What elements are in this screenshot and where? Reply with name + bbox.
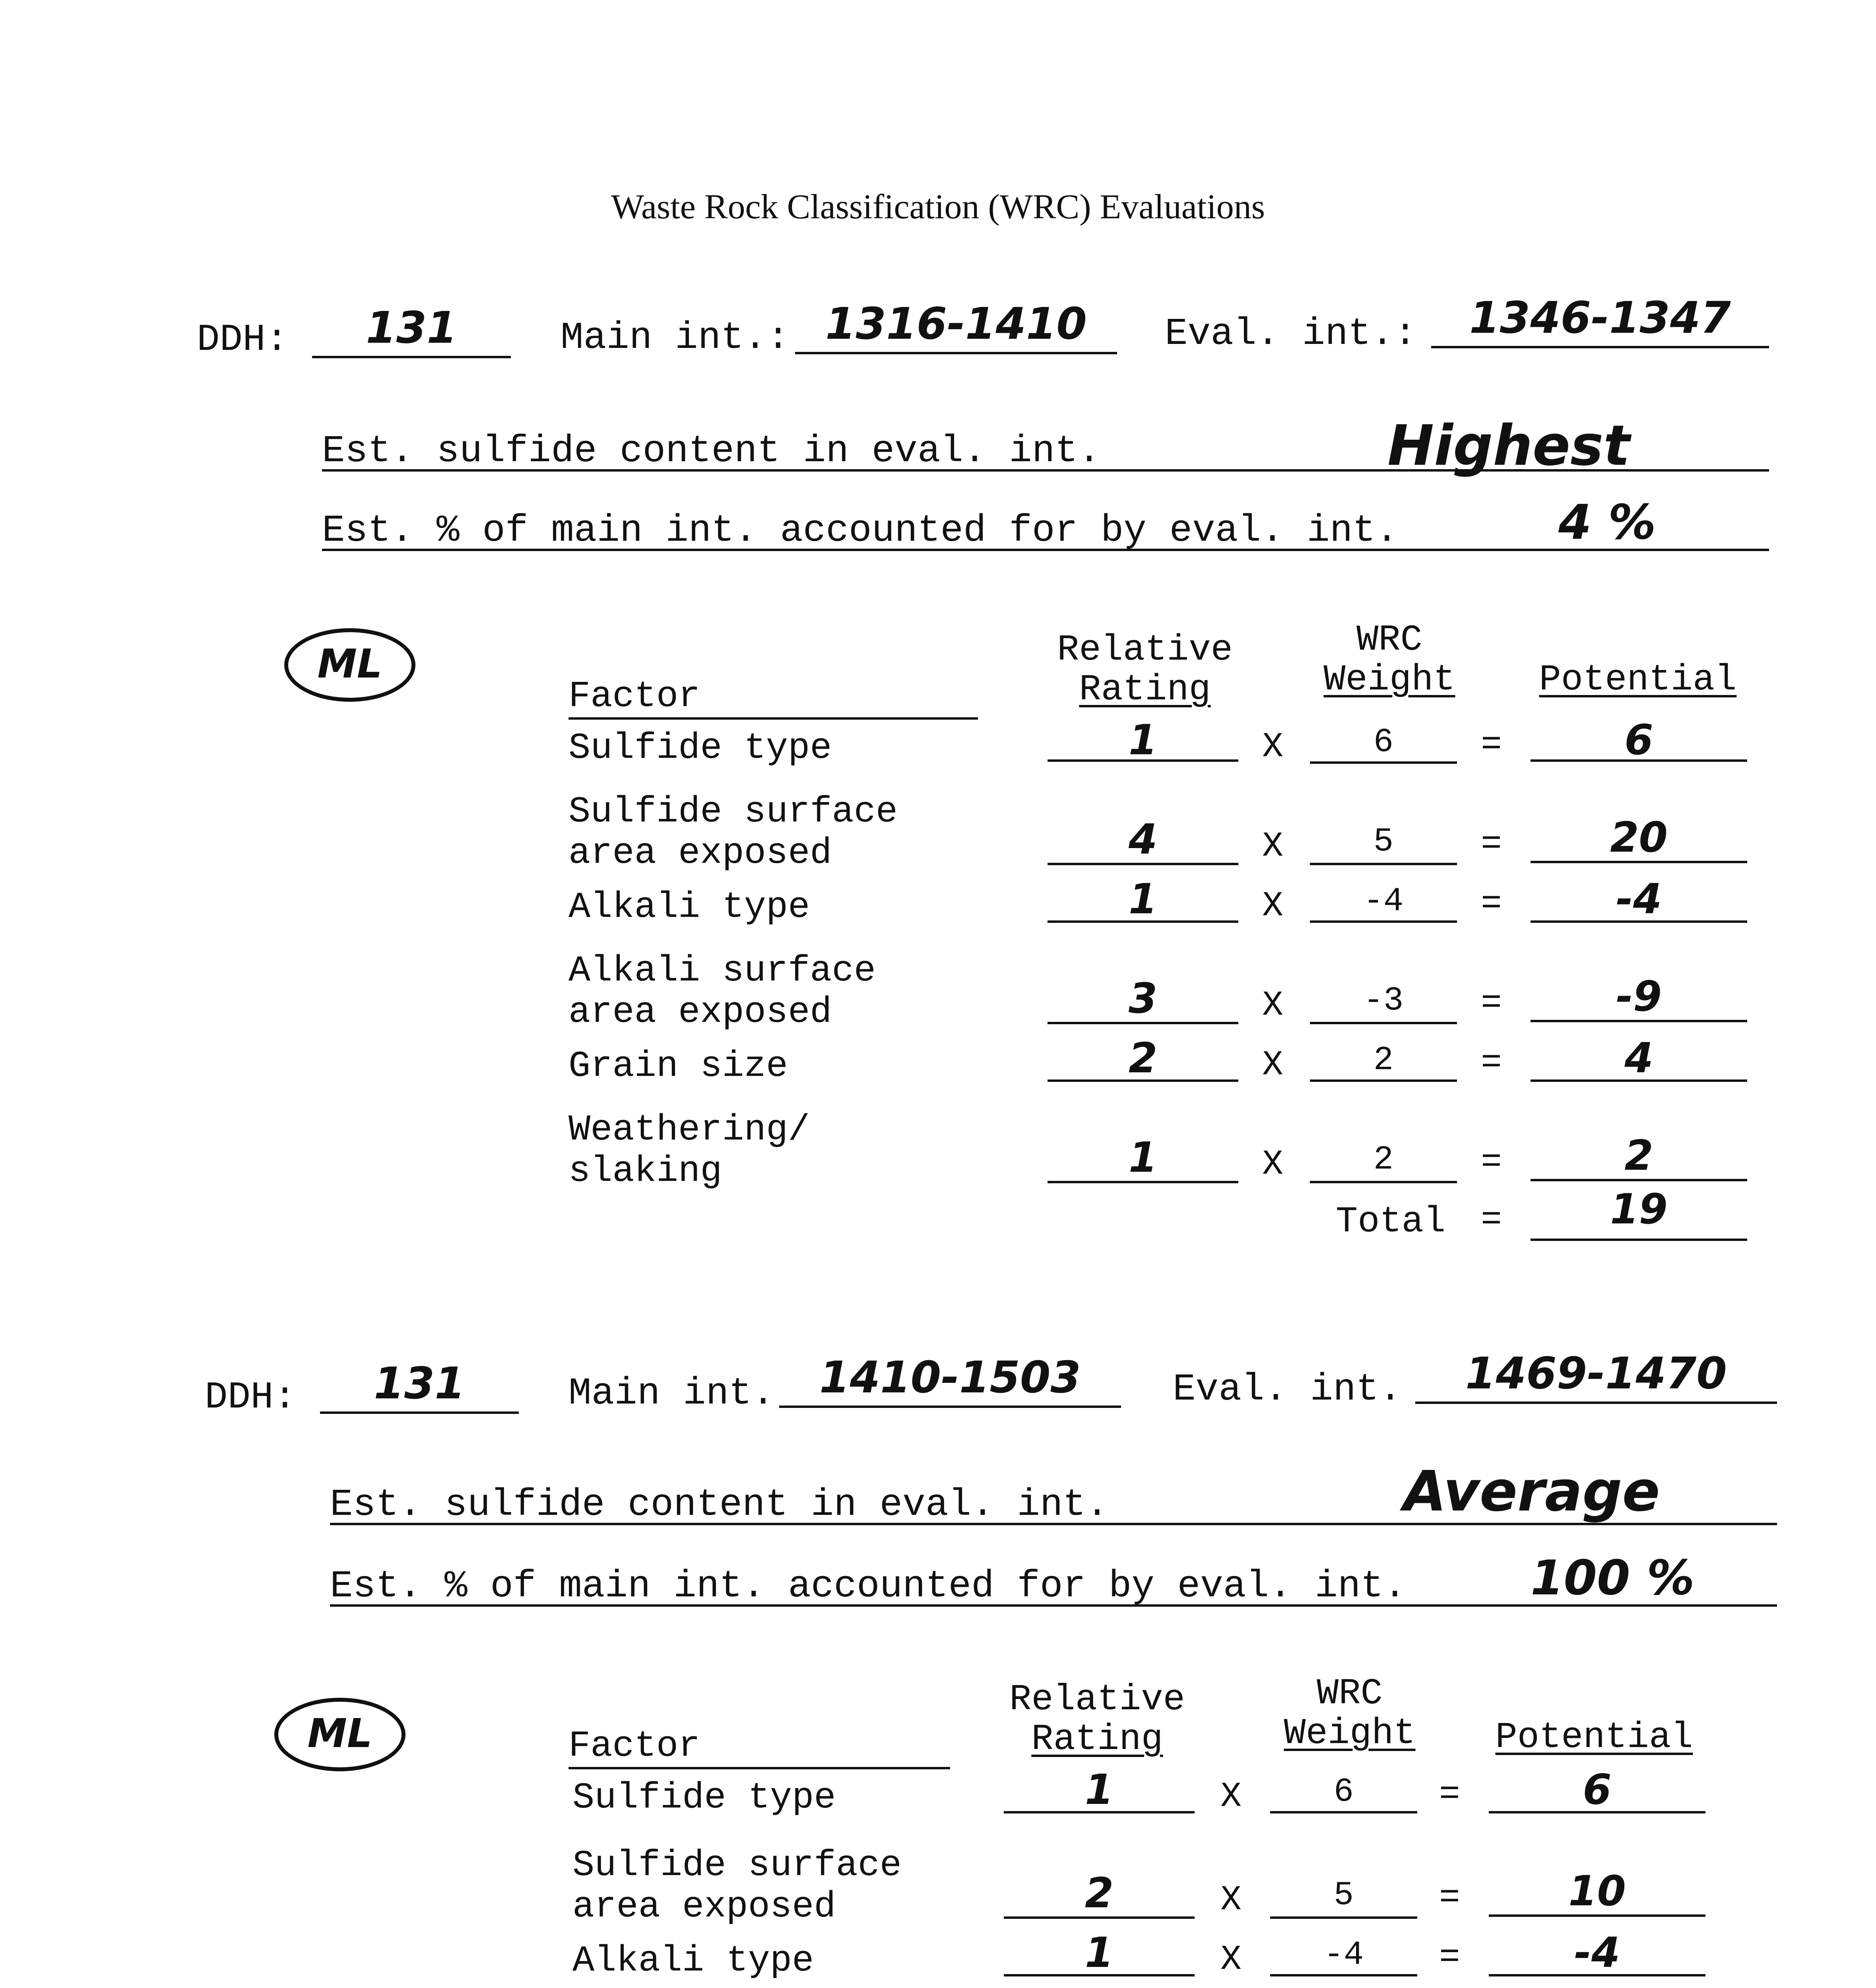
rating-value: 1 [1004,1765,1195,1813]
wrc-header-line: WRC [1317,1673,1383,1714]
rating-value: 3 [1048,974,1238,1024]
potential-value: -4 [1531,875,1747,923]
sulfide-content-value: Average [1403,1459,1660,1524]
ml-circle-stamp: ML [284,628,415,702]
factor-name-line-2: area exposed [568,832,832,874]
table-row [0,950,1876,1034]
main-int-value: 1410-1503 [779,1352,1121,1408]
sulfide-content-label: Est. sulfide content in eval. int. [322,429,1101,473]
equals-sign: = [1481,726,1502,765]
relative-rating-header [994,1680,1201,1759]
multiply-sign: X [1220,1940,1242,1980]
equals-sign: = [1481,1044,1502,1083]
multiply-sign: X [1262,1145,1283,1184]
relative-header-line: Relative [1057,629,1233,671]
ddh-label: DDH: [197,318,289,361]
multiply-sign: X [1262,986,1283,1025]
factor-name: Alkali type [568,886,810,928]
weight-value: -4 [1310,883,1457,923]
total-label: Total [1336,1201,1446,1242]
equals-sign: = [1439,1775,1460,1815]
potential-value: 20 [1531,813,1747,863]
pct-main-label: Est. % of main int. accounted for by eval. int. [330,1565,1407,1608]
sulfide-content-value: Highest [1387,414,1630,478]
equals-sign: = [1481,1143,1502,1182]
eval-int-value: 1346-1347 [1431,292,1769,348]
rating-value: 2 [1048,1034,1238,1082]
table-row [0,716,1876,767]
weight-value: 6 [1310,724,1457,764]
potential-value: 10 [1489,1867,1705,1917]
weight-header-line: Weight [1323,659,1455,701]
rating-value: 2 [1004,1869,1195,1919]
pct-main-value: 4 % [1558,495,1656,550]
equals-sign: = [1439,1938,1460,1978]
factor-name: Sulfide type [572,1777,836,1819]
table-row [0,1845,1876,1928]
potential-value: -9 [1531,972,1747,1022]
sulfide-content-label: Est. sulfide content in eval. int. [330,1483,1109,1526]
equals-sign: = [1481,825,1502,864]
sulfide-content-row [322,414,1769,478]
rating-value: 1 [1048,716,1238,762]
potential-value: 6 [1489,1765,1705,1813]
weight-value: 5 [1270,1877,1417,1919]
wrc-header-line: WRC [1356,619,1422,661]
table-row [0,1765,1876,1817]
weight-value: -3 [1310,982,1457,1024]
rating-header-line: Rating [1031,1718,1163,1760]
relative-header-line: Relative [1009,1679,1185,1720]
factor-name: Sulfide surface [572,1844,902,1886]
wrc-weight-header [1300,620,1479,700]
weight-value: 2 [1310,1042,1457,1082]
ddh-label: DDH: [205,1376,297,1419]
potential-value: 2 [1531,1131,1747,1181]
eval-int-label: Eval. int. [1173,1368,1402,1411]
multiply-sign: X [1262,1046,1283,1085]
ddh-value: 131 [312,302,511,358]
page-title: Waste Rock Classification (WRC) Evaluations [611,188,1265,226]
weight-header-line: Weight [1284,1712,1416,1754]
sulfide-content-row [330,1459,1777,1526]
multiply-sign: X [1220,1881,1242,1920]
relative-rating-header [1042,630,1248,710]
factor-header: Factor [568,676,978,720]
rating-header-line: Rating [1079,669,1211,711]
eval-int-value: 1469-1470 [1415,1348,1777,1404]
rating-value: 1 [1048,1133,1238,1183]
main-int-value: 1316-1410 [795,298,1117,354]
main-int-label: Main int. [568,1372,775,1415]
table-row [0,1109,1876,1193]
multiply-sign: X [1262,728,1283,767]
equals-sign: = [1439,1879,1460,1918]
weight-value: 5 [1310,823,1457,865]
factor-name: Grain size [568,1045,788,1087]
table-row [0,1034,1876,1085]
equals-sign: = [1481,984,1502,1023]
factor-name-line-2: area exposed [568,991,832,1033]
multiply-sign: X [1262,827,1283,866]
table-row [0,875,1876,926]
factor-header: Factor [568,1726,950,1769]
equals-sign: = [1481,885,1502,924]
factor-name-line-2: area exposed [572,1886,836,1928]
rating-value: 1 [1004,1928,1195,1976]
factor-name: Weathering/ [568,1109,810,1151]
weight-value: 6 [1270,1773,1417,1813]
factor-name: Sulfide type [568,727,832,769]
potential-value: -4 [1489,1928,1705,1976]
pct-main-row [330,1553,1777,1607]
multiply-sign: X [1220,1777,1242,1817]
factor-name-line-2: slaking [568,1150,722,1192]
factor-name: Sulfide surface [568,791,898,833]
ml-circle-stamp: ML [274,1698,405,1771]
multiply-sign: X [1262,887,1283,926]
pct-main-label: Est. % of main int. accounted for by eval. int. [322,509,1399,552]
pct-main-value: 100 % [1531,1551,1695,1606]
weight-value: 2 [1310,1141,1457,1183]
main-int-label: Main int.: [561,316,790,359]
wrc-weight-header [1260,1674,1439,1753]
pct-main-row [322,497,1769,551]
rating-value: 4 [1048,815,1238,865]
equals-sign: = [1481,1201,1502,1240]
potential-value: 4 [1531,1034,1747,1082]
weight-value: -4 [1270,1936,1417,1976]
potential-header: Potential [1539,659,1737,701]
potential-header: Potential [1495,1716,1693,1758]
ddh-value: 131 [320,1358,519,1414]
factor-name: Alkali surface [568,950,876,992]
table-row [0,1928,1876,1980]
eval-int-label: Eval. int.: [1165,312,1417,355]
rating-value: 1 [1048,875,1238,923]
potential-value: 6 [1531,716,1747,762]
factor-name: Alkali type [572,1940,814,1982]
table-row [0,791,1876,875]
total-value: 19 [1531,1185,1747,1241]
